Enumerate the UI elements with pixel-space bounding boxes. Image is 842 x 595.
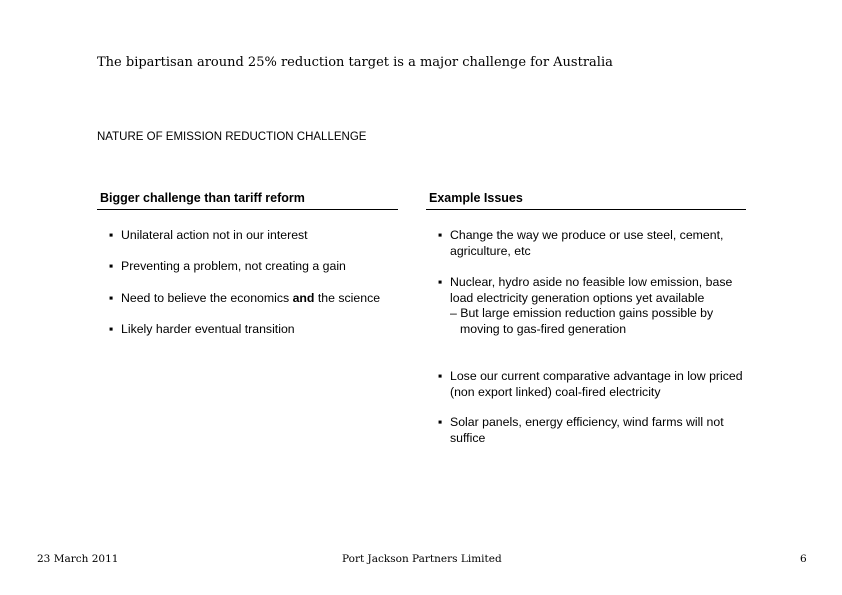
slide-title: The bipartisan around 25% reduction target is a major challenge for Australia: [97, 55, 613, 70]
right-bullet-2: [438, 275, 750, 337]
bullet-icon: ▪: [438, 415, 443, 429]
section-heading: NATURE OF EMISSION REDUCTION CHALLENGE: [97, 131, 367, 143]
bullet-text: Unilateral action not in our interest: [121, 228, 308, 242]
bullet-text: Preventing a problem, not creating a gain: [121, 259, 346, 273]
right-column-heading: Example Issues: [429, 191, 523, 205]
bullet-text: Need to believe the economics: [121, 291, 293, 305]
footer-date: 23 March 2011: [37, 553, 119, 565]
footer-company: Port Jackson Partners Limited: [342, 553, 502, 565]
bullet-icon: ▪: [109, 228, 114, 242]
left-bullet-4: [109, 322, 421, 338]
right-bullet-3: [438, 369, 750, 400]
right-heading-rule: [426, 209, 746, 210]
page-number: 6: [800, 553, 807, 565]
right-bullet-1: [438, 228, 762, 259]
bullet-text: Likely harder eventual transition: [121, 322, 295, 336]
bullet-icon: ▪: [438, 275, 443, 289]
bullet-text: Lose our current comparative advantage in low priced (non export linked) coal-fired electricity: [450, 369, 743, 399]
bullet-icon: ▪: [109, 322, 114, 336]
bullet-text: Nuclear, hydro aside no feasible low emission, base load electricity generation options yet available: [450, 275, 733, 305]
bullet-text: Solar panels, energy efficiency, wind farms will not suffice: [450, 415, 724, 445]
left-bullet-3: [109, 291, 421, 307]
bullet-icon: ▪: [109, 259, 114, 273]
bullet-icon: ▪: [438, 228, 443, 242]
bullet-text: Change the way we produce or use steel, cement, agriculture, etc: [450, 228, 724, 258]
sub-bullet: – But large emission reduction gains possible by moving to gas-fired generation: [450, 306, 714, 336]
right-bullet-4: [438, 415, 762, 446]
left-bullet-1: [109, 228, 421, 244]
bullet-icon: ▪: [109, 291, 114, 305]
bullet-text: the science: [314, 291, 381, 305]
left-bullet-2: [109, 259, 421, 275]
left-column-heading: Bigger challenge than tariff reform: [100, 191, 305, 205]
bullet-icon: ▪: [438, 369, 443, 383]
left-heading-rule: [97, 209, 398, 210]
bullet-text-bold: and: [292, 291, 315, 305]
